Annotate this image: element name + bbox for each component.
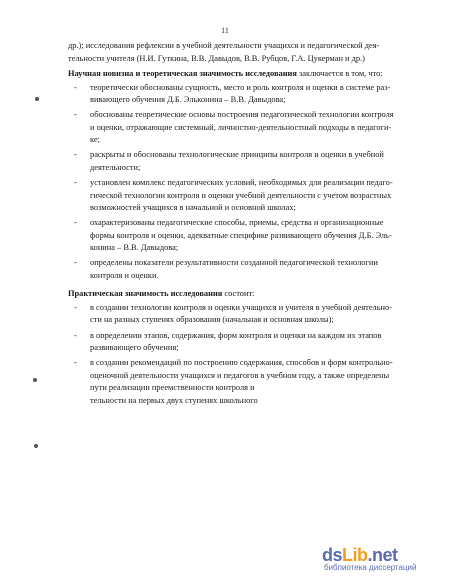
list-item	[68, 217, 406, 255]
list-item-line: пути реализации преемственности контроля и	[90, 383, 255, 393]
list-item-line: ке;	[90, 135, 100, 145]
dslib-watermark	[322, 545, 442, 571]
list-item	[68, 330, 406, 355]
list-item-line: тельности на первых двух ступенях школьного	[90, 395, 258, 405]
bullet-dash: -	[74, 110, 77, 120]
list-item-line: в создании рекомендаций по построению содержания, способов и форм контрольно-	[90, 358, 393, 368]
list-item-line: охарактеризованы педагогические способы, приемы, средства и организационные	[90, 218, 384, 228]
list-item-line: конина – В.В. Давыдова;	[90, 243, 179, 253]
bullet-dash: -	[74, 330, 77, 340]
list-item-line: определены показатели результативности созданной педагогической технологии	[90, 258, 378, 268]
list-item-line: деятельности;	[90, 162, 141, 172]
list-item-line: гической технологии контроля и оценки учебной деятельности с учетом возрастных	[90, 190, 392, 200]
margin-mark	[33, 378, 37, 382]
practical-heading-rest: состоит:	[222, 289, 255, 299]
bullet-dash: -	[74, 150, 77, 160]
list-item-line: вивающего обучения Д.Б. Эльконина – В.В. Давыдова;	[90, 95, 286, 104]
practical-heading-bold: Практическая значимость исследования	[68, 289, 223, 299]
list-item-line: и оценки, отражающие системный, личностно-деятельностный подходы в педагоги-	[90, 122, 392, 132]
list-item-line: обоснованы теоретические основы построения педагогической технологии контроля	[90, 110, 394, 120]
list-item	[68, 82, 406, 107]
practical-heading	[68, 288, 406, 301]
dslib-logo: dsLib.net	[322, 545, 398, 565]
margin-mark	[34, 444, 38, 448]
list-item-line: развивающего обучения;	[90, 343, 179, 353]
bullet-dash: -	[74, 302, 77, 312]
bullet-dash: -	[74, 358, 77, 368]
list-item-line: установлен комплекс педагогических условий, необходимых для реализации педаго-	[90, 178, 393, 188]
list-item	[68, 149, 406, 174]
document-body	[68, 40, 406, 410]
list-item	[68, 257, 406, 282]
list-item-line: сти на разных ступенях образования (начальная и основная школы);	[90, 315, 334, 325]
list-item-line: в создании технологии контроля и оценки учащихся и учителя в учебной деятельно-	[90, 302, 393, 312]
list-item	[68, 302, 406, 327]
list-item-line: возможностей учащихся в начальной и основной школах;	[90, 203, 296, 213]
list-item-line: оценочной деятельности учащихся и педагогов в учебном году, а также определены	[90, 370, 390, 380]
list-item-line: контроля и оценки.	[90, 270, 159, 280]
list-item	[68, 357, 406, 407]
practical-list	[68, 302, 406, 407]
novelty-heading	[68, 68, 406, 81]
list-item	[68, 177, 406, 215]
list-item-line: формы контроля и оценки, адекватные специфике развивающего обучения Д.Б. Эль-	[90, 230, 392, 240]
list-item-line: теоретически обоснованы сущность, место и роль контроля и оценки в системе раз-	[90, 82, 391, 92]
intro-line: тельности учителя (Н.И. Гуткина, В.В. Давыдов, В.В. Рубцов, Г.А. Цукерман и др.)	[68, 53, 365, 63]
list-item-line: в определении этапов, содержания, форм контроля и оценки на каждом их этапов	[90, 330, 382, 340]
novelty-list	[68, 82, 406, 283]
page-number: 11	[221, 26, 229, 35]
dslib-caption: библиотека диссертаций	[324, 563, 417, 572]
list-item-line: раскрыты и обоснованы технологические принципы контроля и оценки в учебной	[90, 150, 384, 160]
list-item	[68, 109, 406, 147]
novelty-heading-rest: заключается в том, что:	[296, 69, 383, 78]
novelty-heading-bold: Научная новизна и теоретическая значимость исследования	[68, 69, 297, 78]
bullet-dash: -	[74, 258, 77, 268]
margin-mark	[35, 97, 39, 101]
intro-line: др.); исследования рефлексии в учебной деятельности учащихся и педагогической дея-	[68, 41, 380, 50]
intro-paragraph	[68, 40, 406, 65]
bullet-dash: -	[74, 82, 77, 92]
bullet-dash: -	[74, 178, 77, 188]
bullet-dash: -	[74, 218, 77, 228]
